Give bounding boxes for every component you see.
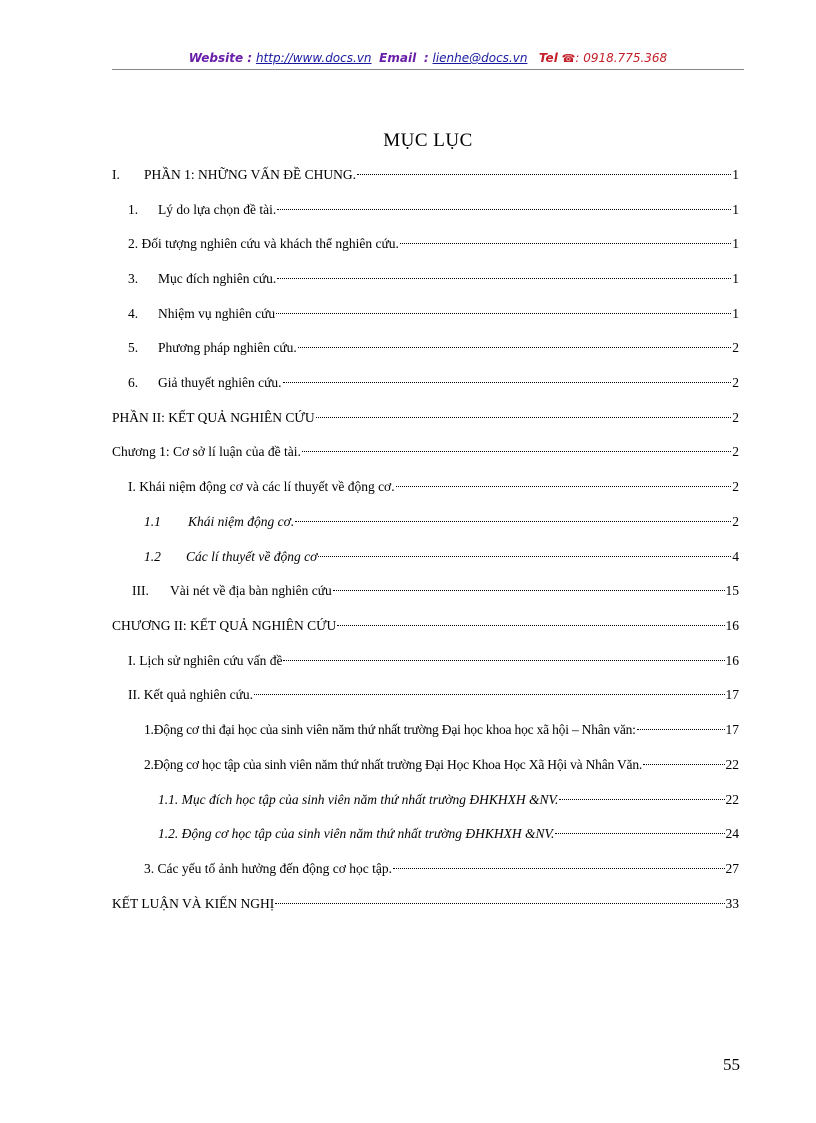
toc-entry-title: Khái niệm động cơ. <box>188 514 295 529</box>
toc-entry-title: II. Kết quả nghiên cứu. <box>128 687 254 702</box>
toc-entry-number: 1.1 <box>144 514 161 529</box>
toc-title: MỤC LỤC <box>383 130 473 151</box>
toc-entry-page: 17 <box>725 722 739 737</box>
toc-dot-leader <box>357 158 731 175</box>
email-separator: : <box>423 51 429 65</box>
toc-entry-title: Các lí thuyết về động cơ <box>186 549 318 564</box>
toc-entry-page: 16 <box>725 653 739 668</box>
toc-entry-title: 1.2. Động cơ học tập của sinh viên năm thứ nhất trường ĐHKHXH &NV. <box>158 826 555 841</box>
toc-entry-page: 22 <box>725 792 739 807</box>
toc-dot-leader <box>298 331 731 348</box>
toc-entry-title: Nhiệm vụ nghiên cứu <box>158 306 276 321</box>
page-header <box>112 51 744 71</box>
toc-entry-title: 1.Động cơ thi đại học của sinh viên năm thứ nhất trường Đại học khoa học xã hội – Nhân văn: <box>144 722 636 737</box>
toc-entry-page: 1 <box>732 236 739 251</box>
toc-entry[interactable] <box>128 335 739 357</box>
toc-dot-leader <box>393 852 724 869</box>
toc-entry-page: 1 <box>732 271 739 286</box>
header-divider <box>112 69 744 70</box>
toc-entry[interactable] <box>128 682 739 704</box>
toc-entry-number: 5. <box>128 340 139 355</box>
toc-dot-leader <box>283 644 724 661</box>
toc-entry-page: 2 <box>732 444 739 459</box>
tel-number: : 0918.775.368 <box>575 51 668 65</box>
toc-dot-leader <box>283 366 732 383</box>
toc-entry-page: 15 <box>725 583 739 598</box>
toc-dot-leader <box>277 262 731 279</box>
toc-entry-page: 4 <box>732 549 739 564</box>
toc-entry-title: 2.Động cơ học tập của sinh viên năm thứ nhất trường Đại Học Khoa Học Xã Hội và Nhân Văn. <box>144 757 643 772</box>
toc-dot-leader <box>318 540 731 557</box>
toc-entry-number: 1. <box>128 202 139 217</box>
toc-dot-leader <box>254 678 724 695</box>
toc-entry-page: 17 <box>725 687 739 702</box>
toc-entry-number: 1.2 <box>144 549 161 564</box>
toc-dot-leader <box>277 193 731 210</box>
toc-entry[interactable] <box>128 648 739 670</box>
toc-entry[interactable] <box>158 821 739 843</box>
toc-entry-page: 2 <box>732 375 739 390</box>
toc-entry[interactable] <box>144 717 739 739</box>
page-number: 55 <box>723 1055 740 1074</box>
toc-dot-leader <box>555 817 724 834</box>
toc-dot-leader <box>637 713 725 730</box>
toc-entry-page: 1 <box>732 167 739 182</box>
toc-dot-leader <box>275 887 724 904</box>
toc-entry-title: PHẦN II: KẾT QUẢ NGHIÊN CỨU <box>112 410 315 425</box>
toc-dot-leader <box>333 574 725 591</box>
toc-dot-leader <box>559 783 724 800</box>
toc-entry-page: 24 <box>725 826 739 841</box>
toc-dot-leader <box>276 297 731 314</box>
email-label: Email <box>379 51 417 65</box>
toc-entry-title: 3. Các yếu tố ảnh hưởng đến động cơ học tập. <box>144 861 393 876</box>
toc-entry-title: Mục đích nghiên cứu. <box>158 271 277 286</box>
toc-entry-page: 16 <box>725 618 739 633</box>
toc-entry[interactable] <box>132 578 739 600</box>
toc-entry-title: I. Lịch sử nghiên cứu vấn đề <box>128 653 283 668</box>
toc-entry-page: 1 <box>732 202 739 217</box>
toc-entry-title: Chương 1: Cơ sở lí luận của đề tài. <box>112 444 301 459</box>
toc-entry[interactable] <box>144 509 739 531</box>
toc-entry-title: PHẦN 1: NHỮNG VẤN ĐỀ CHUNG. <box>144 167 356 182</box>
toc-entry-page: 2 <box>732 340 739 355</box>
phone-icon: ☎ <box>561 52 576 65</box>
toc-entry-page: 22 <box>725 757 739 772</box>
toc-entry-title: Vài nét về địa bàn nghiên cứu <box>170 583 332 598</box>
website-label: Website : <box>188 51 253 65</box>
toc-entry[interactable] <box>128 301 739 323</box>
toc-dot-leader <box>337 609 724 626</box>
toc-entry-title: 2. Đối tượng nghiên cứu và khách thể nghiên cứu. <box>128 236 399 251</box>
toc-entry-number: 4. <box>128 306 139 321</box>
toc-entry[interactable] <box>144 544 739 566</box>
toc-entry-title: Phương pháp nghiên cứu. <box>158 340 297 355</box>
toc-entry-title: CHƯƠNG II: KẾT QUẢ NGHIÊN CỨU <box>112 618 337 633</box>
toc-entry[interactable] <box>112 439 739 461</box>
toc-entry[interactable] <box>112 613 739 635</box>
toc-entry[interactable] <box>158 787 739 809</box>
toc-entry-page: 2 <box>732 410 739 425</box>
toc-entry[interactable] <box>128 370 739 392</box>
toc-entry[interactable] <box>112 891 739 913</box>
toc-entry-number: 6. <box>128 375 139 390</box>
toc-dot-leader <box>302 435 731 452</box>
email-link[interactable]: lienhe@docs.vn <box>432 51 528 65</box>
toc-entry[interactable] <box>144 856 739 878</box>
toc-entry-number: I. <box>112 167 120 182</box>
toc-entry-page: 1 <box>732 306 739 321</box>
toc-dot-leader <box>316 401 732 418</box>
toc-entry[interactable] <box>144 752 739 774</box>
toc-entry[interactable] <box>112 162 739 184</box>
toc-dot-leader <box>400 227 731 244</box>
website-link[interactable]: http://www.docs.vn <box>255 51 372 65</box>
toc-dot-leader <box>643 748 724 765</box>
toc-dot-leader <box>396 470 732 487</box>
toc-entry[interactable] <box>128 266 739 288</box>
toc-entry-page: 33 <box>725 896 739 911</box>
toc-entry-title: 1.1. Mục đích học tập của sinh viên năm thứ nhất trường ĐHKHXH &NV. <box>158 792 559 807</box>
toc-dot-leader <box>295 505 731 522</box>
tel-label: Tel <box>538 51 558 65</box>
toc-entry-title: Giả thuyết nghiên cứu. <box>158 375 282 390</box>
toc-entry-title: I. Khái niệm động cơ và các lí thuyết về động cơ. <box>128 479 395 494</box>
toc-entry-number: 3. <box>128 271 139 286</box>
toc-entry-title: Lý do lựa chọn đề tài. <box>158 202 277 217</box>
toc-entry-page: 2 <box>732 514 739 529</box>
toc-entry[interactable] <box>128 197 739 219</box>
toc-entry[interactable] <box>128 474 739 496</box>
toc-entry-number: III. <box>132 583 149 598</box>
toc-entry[interactable] <box>112 405 739 427</box>
toc-entry-title: KẾT LUẬN VÀ KIẾN NGHỊ <box>112 896 275 911</box>
toc-entry-page: 2 <box>732 479 739 494</box>
toc-entry[interactable] <box>128 231 739 253</box>
toc-entry-page: 27 <box>725 861 739 876</box>
